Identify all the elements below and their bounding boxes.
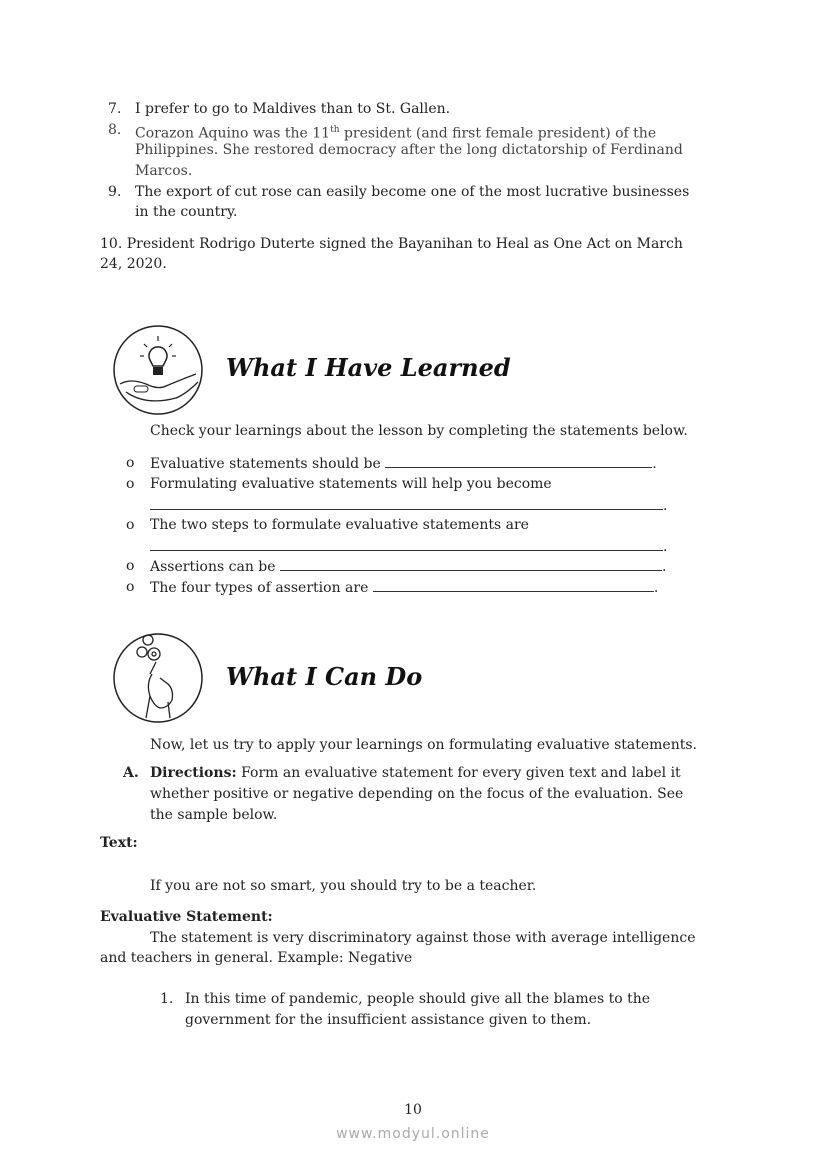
directions-text: Directions: Form an evaluative statement for every given text and label it bbox=[150, 765, 681, 781]
exercise-item-1-line: government for the insufficient assistance given to them. bbox=[185, 1012, 592, 1028]
item-9-number: 9. bbox=[108, 184, 122, 200]
item-10-text: 10. President Rodrigo Duterte signed the Bayanihan to Heal as One Act on March bbox=[100, 236, 683, 252]
exercise-item-1: In this time of pandemic, people should give all the blames to the bbox=[185, 991, 651, 1007]
item-9-text: The export of cut rose can easily become one of the most lucrative businesses bbox=[135, 184, 690, 200]
item-9-line: in the country. bbox=[135, 204, 238, 220]
bullet-icon: o bbox=[126, 579, 135, 595]
item-8-line: Philippines. She restored democracy after the long dictatorship of Ferdinand bbox=[135, 142, 683, 158]
answer-line[interactable]: . bbox=[150, 536, 667, 557]
blank-statement-1: Evaluative statements should be . bbox=[150, 453, 657, 474]
lightbulb-hand-icon bbox=[112, 324, 204, 416]
bullet-icon: o bbox=[126, 476, 135, 492]
learned-intro: Check your learnings about the lesson by completing the statements below. bbox=[150, 423, 688, 439]
blank-statement-3: The two steps to formulate evaluative statements are bbox=[150, 517, 529, 533]
gears-hand-icon bbox=[112, 632, 204, 724]
section-title-learned: What I Have Learned bbox=[226, 353, 511, 382]
blank-statement-2: Formulating evaluative statements will help you become bbox=[150, 476, 552, 492]
item-10-line: 24, 2020. bbox=[100, 256, 167, 272]
item-8-line: Marcos. bbox=[135, 163, 193, 179]
bullet-icon: o bbox=[126, 517, 135, 533]
evaluative-statement-text: The statement is very discriminatory against those with average intelligence bbox=[150, 930, 696, 946]
evaluative-statement-label: Evaluative Statement: bbox=[100, 909, 273, 925]
blank-statement-5: The four types of assertion are . bbox=[150, 577, 658, 598]
section-title-can-do: What I Can Do bbox=[226, 662, 423, 691]
list-item-7: 7. bbox=[108, 101, 122, 117]
directions-line: whether positive or negative depending on the focus of the evaluation. See bbox=[150, 786, 684, 802]
blank-statement-4: Assertions can be . bbox=[150, 556, 666, 577]
bullet-icon: o bbox=[126, 558, 135, 574]
answer-line[interactable]: . bbox=[150, 495, 667, 516]
directions-letter: A. bbox=[123, 765, 139, 781]
text-label: Text: bbox=[100, 835, 138, 851]
watermark: www.modyul.online bbox=[336, 1126, 490, 1142]
item-7-text: I prefer to go to Maldives than to St. Gallen. bbox=[135, 101, 451, 117]
can-do-intro: Now, let us try to apply your learnings on formulating evaluative statements. bbox=[150, 737, 697, 753]
sample-text: If you are not so smart, you should try to be a teacher. bbox=[150, 878, 537, 894]
item-8-number: 8. bbox=[108, 122, 122, 138]
directions-line: the sample below. bbox=[150, 807, 278, 823]
evaluative-statement-line: and teachers in general. Example: Negative bbox=[100, 950, 413, 966]
page-number: 10 bbox=[404, 1102, 422, 1118]
bullet-icon: o bbox=[126, 455, 135, 471]
item-8-text: Corazon Aquino was the 11th president (and first female president) of the bbox=[135, 125, 657, 142]
exercise-item-number: 1. bbox=[160, 991, 174, 1007]
